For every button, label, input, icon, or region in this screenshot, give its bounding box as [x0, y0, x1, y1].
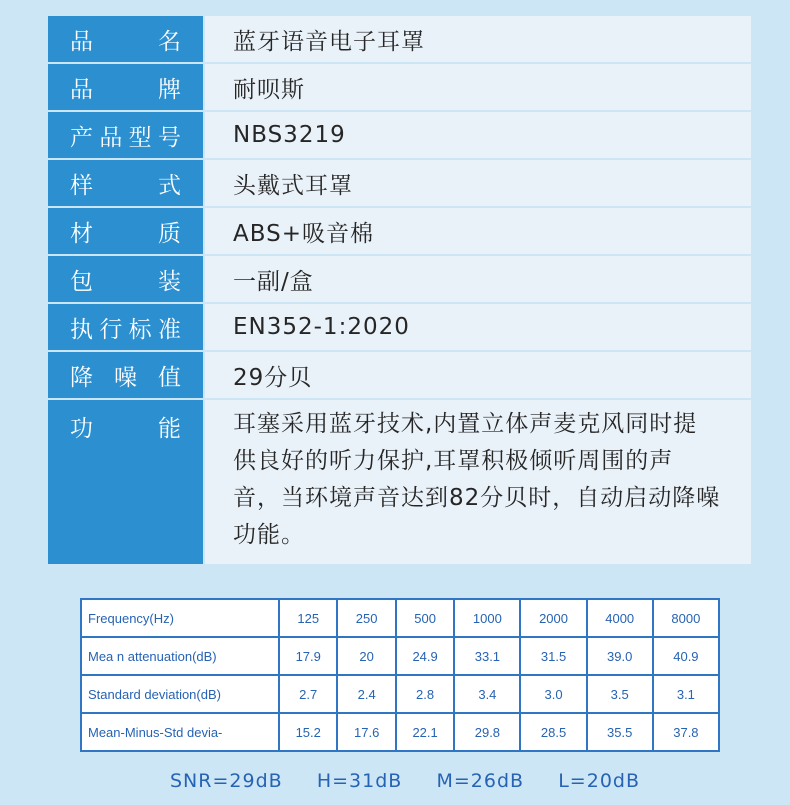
spec-row-style: [48, 160, 751, 208]
attenuation-table: [80, 598, 720, 752]
table-cell: 1000: [454, 599, 520, 637]
spec-row-package: [48, 256, 751, 304]
label-char: 号: [157, 124, 181, 151]
label-char: 式: [158, 172, 181, 199]
table-row: [81, 675, 719, 713]
spec-value-name: 蓝牙语音电子耳罩: [203, 16, 751, 62]
row-header-mean-minus-std: Mean-Minus-Std devia-: [81, 713, 279, 751]
label-char: 品: [70, 76, 93, 103]
spec-value-package: 一副/盒: [203, 256, 751, 302]
table-cell: 2.7: [279, 675, 337, 713]
table-cell: 33.1: [454, 637, 520, 675]
label-char: 降: [70, 364, 93, 391]
label-char: 值: [158, 364, 181, 391]
table-cell: 17.9: [279, 637, 337, 675]
table-cell: 35.5: [587, 713, 653, 751]
label-char: 品: [70, 28, 93, 55]
h-value: H=31dB: [316, 770, 403, 792]
spec-row-material: [48, 208, 751, 256]
spec-value-nrr: 29分贝: [203, 352, 751, 398]
label-char: 型: [128, 124, 152, 151]
table-cell: 125: [279, 599, 337, 637]
label-char: 标: [128, 316, 152, 343]
table-cell: 29.8: [454, 713, 520, 751]
table-cell: 3.0: [520, 675, 586, 713]
table-cell: 8000: [653, 599, 719, 637]
spec-table: [48, 16, 751, 564]
spec-value-brand: 耐呗斯: [203, 64, 751, 110]
label-char: 行: [99, 316, 123, 343]
table-cell: 4000: [587, 599, 653, 637]
spec-row-nrr: [48, 352, 751, 400]
spec-value-model: NBS3219: [203, 112, 751, 158]
table-cell: 3.5: [587, 675, 653, 713]
table-row: [81, 637, 719, 675]
spec-row-standard: [48, 304, 751, 352]
table-row: [81, 599, 719, 637]
table-cell: 39.0: [587, 637, 653, 675]
table-row: [81, 713, 719, 751]
label-char: 产: [70, 124, 93, 151]
table-cell: 2.8: [396, 675, 454, 713]
spec-label-name: [48, 16, 203, 62]
label-char: 质: [158, 220, 181, 247]
spec-row-name: [48, 16, 751, 64]
label-char: 材: [70, 220, 93, 247]
spec-label-package: [48, 256, 203, 302]
row-header-mean: Mea n attenuation(dB): [81, 637, 279, 675]
spec-label-model: [48, 112, 203, 158]
label-char: 能: [158, 416, 181, 442]
label-char: 执: [70, 316, 93, 343]
row-header-frequency: Frequency(Hz): [81, 599, 279, 637]
table-cell: 37.8: [653, 713, 719, 751]
spec-value-standard: EN352-1:2020: [203, 304, 751, 350]
spec-label-function: [48, 400, 203, 564]
table-cell: 15.2: [279, 713, 337, 751]
label-char: 功: [70, 416, 93, 442]
spec-value-style: 头戴式耳罩: [203, 160, 751, 206]
spec-value-function: 耳塞采用蓝牙技术,内置立体声麦克风同时提供良好的听力保护,耳罩积极倾听周围的声音，当环境声音达到82分贝时，自动启动降噪功能。: [203, 400, 751, 564]
spec-row-brand: [48, 64, 751, 112]
table-cell: 20: [337, 637, 395, 675]
spec-value-material: ABS+吸音棉: [203, 208, 751, 254]
table-cell: 22.1: [396, 713, 454, 751]
spec-row-function: [48, 400, 751, 564]
row-header-stddev: Standard deviation(dB): [81, 675, 279, 713]
table-cell: 28.5: [520, 713, 586, 751]
table-cell: 31.5: [520, 637, 586, 675]
label-char: 名: [158, 28, 181, 55]
table-cell: 2000: [520, 599, 586, 637]
spec-label-nrr: [48, 352, 203, 398]
table-cell: 500: [396, 599, 454, 637]
spec-label-standard: [48, 304, 203, 350]
table-cell: 3.4: [454, 675, 520, 713]
label-char: 样: [70, 172, 93, 199]
snr-value: SNR=29dB: [170, 770, 283, 792]
spec-label-material: [48, 208, 203, 254]
table-cell: 2.4: [337, 675, 395, 713]
label-char: 牌: [158, 76, 181, 103]
label-char: 装: [158, 268, 181, 295]
spec-label-brand: [48, 64, 203, 110]
label-char: 品: [99, 124, 123, 151]
table-cell: 24.9: [396, 637, 454, 675]
rating-summary: [170, 770, 640, 792]
spec-row-model: [48, 112, 751, 160]
label-char: 噪: [114, 364, 137, 391]
m-value: M=26dB: [436, 770, 525, 792]
table-cell: 3.1: [653, 675, 719, 713]
spec-label-style: [48, 160, 203, 206]
label-char: 包: [70, 268, 93, 295]
label-char: 准: [157, 316, 181, 343]
table-cell: 17.6: [337, 713, 395, 751]
l-value: L=20dB: [558, 770, 640, 792]
table-cell: 40.9: [653, 637, 719, 675]
table-cell: 250: [337, 599, 395, 637]
